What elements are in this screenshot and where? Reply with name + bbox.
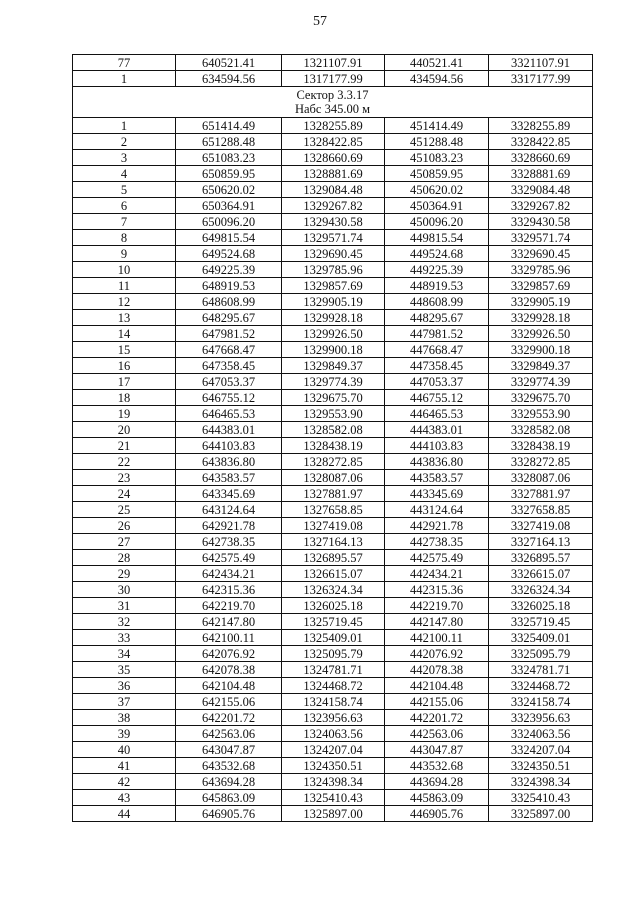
point-number-cell: 23 (73, 470, 176, 486)
table-row (73, 630, 593, 646)
table-row (73, 726, 593, 742)
x-coordinate-cell: 642100.11 (176, 630, 282, 646)
point-number-cell: 41 (73, 758, 176, 774)
sector-header-row (73, 87, 593, 118)
x-msk-coordinate-cell: 450364.91 (385, 198, 489, 214)
y-coordinate-cell: 1328881.69 (282, 166, 385, 182)
y-coordinate-cell: 1327658.85 (282, 502, 385, 518)
y-msk-coordinate-cell: 3326895.57 (489, 550, 593, 566)
x-coordinate-cell: 646755.12 (176, 390, 282, 406)
point-number-cell: 16 (73, 358, 176, 374)
table-row (73, 150, 593, 166)
y-msk-coordinate-cell: 3329553.90 (489, 406, 593, 422)
y-msk-coordinate-cell: 3329430.58 (489, 214, 593, 230)
point-number-cell: 18 (73, 390, 176, 406)
y-coordinate-cell: 1317177.99 (282, 71, 385, 87)
x-coordinate-cell: 643345.69 (176, 486, 282, 502)
table-row (73, 198, 593, 214)
point-number-cell: 28 (73, 550, 176, 566)
table-row (73, 310, 593, 326)
y-coordinate-cell: 1329675.70 (282, 390, 385, 406)
x-msk-coordinate-cell: 449524.68 (385, 246, 489, 262)
y-msk-coordinate-cell: 3327164.13 (489, 534, 593, 550)
x-msk-coordinate-cell: 450096.20 (385, 214, 489, 230)
y-coordinate-cell: 1325409.01 (282, 630, 385, 646)
table-row (73, 662, 593, 678)
x-msk-coordinate-cell: 451414.49 (385, 118, 489, 134)
y-coordinate-cell: 1326895.57 (282, 550, 385, 566)
point-number-cell: 30 (73, 582, 176, 598)
x-coordinate-cell: 650620.02 (176, 182, 282, 198)
point-number-cell: 24 (73, 486, 176, 502)
table-row (73, 246, 593, 262)
y-coordinate-cell: 1325095.79 (282, 646, 385, 662)
x-coordinate-cell: 634594.56 (176, 71, 282, 87)
point-number-cell: 37 (73, 694, 176, 710)
y-msk-coordinate-cell: 3326615.07 (489, 566, 593, 582)
point-number-cell: 40 (73, 742, 176, 758)
table-row (73, 470, 593, 486)
y-msk-coordinate-cell: 3325095.79 (489, 646, 593, 662)
y-coordinate-cell: 1329553.90 (282, 406, 385, 422)
table-row (73, 790, 593, 806)
y-msk-coordinate-cell: 3328582.08 (489, 422, 593, 438)
y-msk-coordinate-cell: 3325897.00 (489, 806, 593, 822)
y-msk-coordinate-cell: 3328422.85 (489, 134, 593, 150)
table-row (73, 230, 593, 246)
table-row (73, 774, 593, 790)
point-number-cell: 42 (73, 774, 176, 790)
table-row (73, 262, 593, 278)
y-msk-coordinate-cell: 3325410.43 (489, 790, 593, 806)
point-number-cell: 43 (73, 790, 176, 806)
point-number-cell: 1 (73, 118, 176, 134)
table-row (73, 806, 593, 822)
table-row (73, 182, 593, 198)
x-msk-coordinate-cell: 442434.21 (385, 566, 489, 582)
y-msk-coordinate-cell: 3329785.96 (489, 262, 593, 278)
y-msk-coordinate-cell: 3324063.56 (489, 726, 593, 742)
y-msk-coordinate-cell: 3324398.34 (489, 774, 593, 790)
y-msk-coordinate-cell: 3327419.08 (489, 518, 593, 534)
x-coordinate-cell: 650096.20 (176, 214, 282, 230)
y-coordinate-cell: 1329774.39 (282, 374, 385, 390)
point-number-cell: 11 (73, 278, 176, 294)
x-coordinate-cell: 651288.48 (176, 134, 282, 150)
x-msk-coordinate-cell: 443694.28 (385, 774, 489, 790)
table-row (73, 326, 593, 342)
x-coordinate-cell: 649524.68 (176, 246, 282, 262)
x-coordinate-cell: 642738.35 (176, 534, 282, 550)
x-msk-coordinate-cell: 451288.48 (385, 134, 489, 150)
point-number-cell: 2 (73, 134, 176, 150)
x-coordinate-cell: 642563.06 (176, 726, 282, 742)
sector-header (73, 87, 593, 118)
sector-height-label: Набс 345.00 м (294, 102, 371, 116)
y-msk-coordinate-cell: 3325409.01 (489, 630, 593, 646)
point-number-cell: 17 (73, 374, 176, 390)
x-msk-coordinate-cell: 442738.35 (385, 534, 489, 550)
x-msk-coordinate-cell: 446465.53 (385, 406, 489, 422)
x-msk-coordinate-cell: 443583.57 (385, 470, 489, 486)
y-coordinate-cell: 1329900.18 (282, 342, 385, 358)
x-msk-coordinate-cell: 442563.06 (385, 726, 489, 742)
table-row (73, 582, 593, 598)
y-coordinate-cell: 1324468.72 (282, 678, 385, 694)
x-msk-coordinate-cell: 446755.12 (385, 390, 489, 406)
table-top-rows (73, 55, 593, 87)
point-number-cell: 14 (73, 326, 176, 342)
y-coordinate-cell: 1328087.06 (282, 470, 385, 486)
y-coordinate-cell: 1328438.19 (282, 438, 385, 454)
x-coordinate-cell: 640521.41 (176, 55, 282, 71)
x-msk-coordinate-cell: 447668.47 (385, 342, 489, 358)
point-number-cell: 26 (73, 518, 176, 534)
y-coordinate-cell: 1329267.82 (282, 198, 385, 214)
y-msk-coordinate-cell: 3328087.06 (489, 470, 593, 486)
point-number-cell: 7 (73, 214, 176, 230)
x-coordinate-cell: 643047.87 (176, 742, 282, 758)
point-number-cell: 32 (73, 614, 176, 630)
y-coordinate-cell: 1325410.43 (282, 790, 385, 806)
x-msk-coordinate-cell: 440521.41 (385, 55, 489, 71)
x-msk-coordinate-cell: 443345.69 (385, 486, 489, 502)
y-msk-coordinate-cell: 3329928.18 (489, 310, 593, 326)
point-number-cell: 1 (73, 71, 176, 87)
table-row (73, 742, 593, 758)
table-row (73, 390, 593, 406)
table-row (73, 71, 593, 87)
x-msk-coordinate-cell: 444383.01 (385, 422, 489, 438)
y-msk-coordinate-cell: 3328881.69 (489, 166, 593, 182)
y-coordinate-cell: 1329905.19 (282, 294, 385, 310)
y-coordinate-cell: 1327419.08 (282, 518, 385, 534)
x-coordinate-cell: 650364.91 (176, 198, 282, 214)
y-coordinate-cell: 1323956.63 (282, 710, 385, 726)
point-number-cell: 34 (73, 646, 176, 662)
table-row (73, 438, 593, 454)
x-coordinate-cell: 648608.99 (176, 294, 282, 310)
y-coordinate-cell: 1328422.85 (282, 134, 385, 150)
page-number: 57 (313, 14, 327, 29)
x-msk-coordinate-cell: 448608.99 (385, 294, 489, 310)
table-row (73, 758, 593, 774)
y-coordinate-cell: 1328255.89 (282, 118, 385, 134)
x-coordinate-cell: 642147.80 (176, 614, 282, 630)
point-number-cell: 4 (73, 166, 176, 182)
x-coordinate-cell: 642315.36 (176, 582, 282, 598)
table-row (73, 134, 593, 150)
x-coordinate-cell: 647668.47 (176, 342, 282, 358)
x-msk-coordinate-cell: 442104.48 (385, 678, 489, 694)
y-coordinate-cell: 1325719.45 (282, 614, 385, 630)
x-msk-coordinate-cell: 447358.45 (385, 358, 489, 374)
y-msk-coordinate-cell: 3329900.18 (489, 342, 593, 358)
y-coordinate-cell: 1324207.04 (282, 742, 385, 758)
y-msk-coordinate-cell: 3324781.71 (489, 662, 593, 678)
y-coordinate-cell: 1327164.13 (282, 534, 385, 550)
y-coordinate-cell: 1329690.45 (282, 246, 385, 262)
table-row (73, 294, 593, 310)
y-msk-coordinate-cell: 3329849.37 (489, 358, 593, 374)
point-number-cell: 35 (73, 662, 176, 678)
y-msk-coordinate-cell: 3324350.51 (489, 758, 593, 774)
point-number-cell: 10 (73, 262, 176, 278)
x-coordinate-cell: 650859.95 (176, 166, 282, 182)
x-msk-coordinate-cell: 443836.80 (385, 454, 489, 470)
y-coordinate-cell: 1327881.97 (282, 486, 385, 502)
x-coordinate-cell: 648295.67 (176, 310, 282, 326)
point-number-cell: 5 (73, 182, 176, 198)
x-coordinate-cell: 646465.53 (176, 406, 282, 422)
x-msk-coordinate-cell: 443124.64 (385, 502, 489, 518)
y-coordinate-cell: 1324158.74 (282, 694, 385, 710)
x-msk-coordinate-cell: 442155.06 (385, 694, 489, 710)
x-coordinate-cell: 643583.57 (176, 470, 282, 486)
y-coordinate-cell: 1324350.51 (282, 758, 385, 774)
point-number-cell: 39 (73, 726, 176, 742)
x-coordinate-cell: 642076.92 (176, 646, 282, 662)
y-coordinate-cell: 1325897.00 (282, 806, 385, 822)
y-coordinate-cell: 1328272.85 (282, 454, 385, 470)
point-number-cell: 38 (73, 710, 176, 726)
y-coordinate-cell: 1329849.37 (282, 358, 385, 374)
y-coordinate-cell: 1329084.48 (282, 182, 385, 198)
x-msk-coordinate-cell: 444103.83 (385, 438, 489, 454)
y-msk-coordinate-cell: 3327881.97 (489, 486, 593, 502)
x-coordinate-cell: 651083.23 (176, 150, 282, 166)
x-coordinate-cell: 643124.64 (176, 502, 282, 518)
y-msk-coordinate-cell: 3329774.39 (489, 374, 593, 390)
y-msk-coordinate-cell: 3317177.99 (489, 71, 593, 87)
x-coordinate-cell: 647358.45 (176, 358, 282, 374)
point-number-cell: 25 (73, 502, 176, 518)
point-number-cell: 13 (73, 310, 176, 326)
x-msk-coordinate-cell: 447053.37 (385, 374, 489, 390)
x-msk-coordinate-cell: 443532.68 (385, 758, 489, 774)
y-coordinate-cell: 1329857.69 (282, 278, 385, 294)
point-number-cell: 36 (73, 678, 176, 694)
x-msk-coordinate-cell: 442078.38 (385, 662, 489, 678)
table-row (73, 422, 593, 438)
y-coordinate-cell: 1324398.34 (282, 774, 385, 790)
table-row (73, 566, 593, 582)
point-number-cell: 31 (73, 598, 176, 614)
table-row (73, 358, 593, 374)
table-row (73, 534, 593, 550)
y-coordinate-cell: 1329571.74 (282, 230, 385, 246)
x-coordinate-cell: 642219.70 (176, 598, 282, 614)
table-row (73, 518, 593, 534)
table-row (73, 646, 593, 662)
point-number-cell: 6 (73, 198, 176, 214)
y-msk-coordinate-cell: 3324207.04 (489, 742, 593, 758)
y-msk-coordinate-cell: 3329267.82 (489, 198, 593, 214)
x-coordinate-cell: 643836.80 (176, 454, 282, 470)
y-msk-coordinate-cell: 3329675.70 (489, 390, 593, 406)
table-row (73, 118, 593, 134)
table-row (73, 55, 593, 71)
y-coordinate-cell: 1324781.71 (282, 662, 385, 678)
x-msk-coordinate-cell: 442921.78 (385, 518, 489, 534)
x-msk-coordinate-cell: 442147.80 (385, 614, 489, 630)
y-msk-coordinate-cell: 3329084.48 (489, 182, 593, 198)
table-row (73, 278, 593, 294)
x-msk-coordinate-cell: 446905.76 (385, 806, 489, 822)
y-msk-coordinate-cell: 3323956.63 (489, 710, 593, 726)
x-coordinate-cell: 651414.49 (176, 118, 282, 134)
point-number-cell: 12 (73, 294, 176, 310)
x-msk-coordinate-cell: 442076.92 (385, 646, 489, 662)
x-coordinate-cell: 645863.09 (176, 790, 282, 806)
point-number-cell: 27 (73, 534, 176, 550)
x-msk-coordinate-cell: 448295.67 (385, 310, 489, 326)
y-msk-coordinate-cell: 3328660.69 (489, 150, 593, 166)
x-coordinate-cell: 649225.39 (176, 262, 282, 278)
x-msk-coordinate-cell: 442575.49 (385, 550, 489, 566)
point-number-cell: 9 (73, 246, 176, 262)
point-number-cell: 33 (73, 630, 176, 646)
x-msk-coordinate-cell: 434594.56 (385, 71, 489, 87)
y-coordinate-cell: 1328582.08 (282, 422, 385, 438)
x-coordinate-cell: 647981.52 (176, 326, 282, 342)
table-sector-rows (73, 118, 593, 822)
point-number-cell: 29 (73, 566, 176, 582)
x-coordinate-cell: 642434.21 (176, 566, 282, 582)
table-row (73, 166, 593, 182)
x-msk-coordinate-cell: 448919.53 (385, 278, 489, 294)
x-msk-coordinate-cell: 450620.02 (385, 182, 489, 198)
y-msk-coordinate-cell: 3329905.19 (489, 294, 593, 310)
x-msk-coordinate-cell: 447981.52 (385, 326, 489, 342)
x-coordinate-cell: 642201.72 (176, 710, 282, 726)
y-msk-coordinate-cell: 3324468.72 (489, 678, 593, 694)
x-coordinate-cell: 647053.37 (176, 374, 282, 390)
y-msk-coordinate-cell: 3329926.50 (489, 326, 593, 342)
x-msk-coordinate-cell: 442219.70 (385, 598, 489, 614)
x-coordinate-cell: 646905.76 (176, 806, 282, 822)
y-msk-coordinate-cell: 3326025.18 (489, 598, 593, 614)
table-row (73, 502, 593, 518)
y-msk-coordinate-cell: 3326324.34 (489, 582, 593, 598)
point-number-cell: 19 (73, 406, 176, 422)
x-msk-coordinate-cell: 445863.09 (385, 790, 489, 806)
y-msk-coordinate-cell: 3328272.85 (489, 454, 593, 470)
table-row (73, 374, 593, 390)
x-coordinate-cell: 642155.06 (176, 694, 282, 710)
table-row (73, 214, 593, 230)
point-number-cell: 77 (73, 55, 176, 71)
table-row (73, 454, 593, 470)
table-row (73, 614, 593, 630)
y-coordinate-cell: 1321107.91 (282, 55, 385, 71)
y-coordinate-cell: 1329785.96 (282, 262, 385, 278)
y-msk-coordinate-cell: 3328438.19 (489, 438, 593, 454)
y-coordinate-cell: 1328660.69 (282, 150, 385, 166)
x-coordinate-cell: 642104.48 (176, 678, 282, 694)
point-number-cell: 22 (73, 454, 176, 470)
x-coordinate-cell: 644383.01 (176, 422, 282, 438)
x-coordinate-cell: 642078.38 (176, 662, 282, 678)
y-coordinate-cell: 1326615.07 (282, 566, 385, 582)
x-coordinate-cell: 643532.68 (176, 758, 282, 774)
point-number-cell: 3 (73, 150, 176, 166)
x-coordinate-cell: 642921.78 (176, 518, 282, 534)
x-coordinate-cell: 644103.83 (176, 438, 282, 454)
point-number-cell: 20 (73, 422, 176, 438)
table-row (73, 694, 593, 710)
y-coordinate-cell: 1329430.58 (282, 214, 385, 230)
coordinates-table (72, 54, 593, 822)
point-number-cell: 15 (73, 342, 176, 358)
point-number-cell: 44 (73, 806, 176, 822)
x-coordinate-cell: 643694.28 (176, 774, 282, 790)
x-msk-coordinate-cell: 450859.95 (385, 166, 489, 182)
y-coordinate-cell: 1326324.34 (282, 582, 385, 598)
y-msk-coordinate-cell: 3325719.45 (489, 614, 593, 630)
y-coordinate-cell: 1329926.50 (282, 326, 385, 342)
y-coordinate-cell: 1324063.56 (282, 726, 385, 742)
y-coordinate-cell: 1326025.18 (282, 598, 385, 614)
y-msk-coordinate-cell: 3329857.69 (489, 278, 593, 294)
x-msk-coordinate-cell: 443047.87 (385, 742, 489, 758)
x-msk-coordinate-cell: 449815.54 (385, 230, 489, 246)
x-msk-coordinate-cell: 442315.36 (385, 582, 489, 598)
table-row (73, 342, 593, 358)
x-coordinate-cell: 642575.49 (176, 550, 282, 566)
y-msk-coordinate-cell: 3324158.74 (489, 694, 593, 710)
x-coordinate-cell: 648919.53 (176, 278, 282, 294)
point-number-cell: 21 (73, 438, 176, 454)
x-coordinate-cell: 649815.54 (176, 230, 282, 246)
sector-title: Сектор 3.3.17 (296, 88, 369, 102)
table-row (73, 486, 593, 502)
y-msk-coordinate-cell: 3328255.89 (489, 118, 593, 134)
x-msk-coordinate-cell: 451083.23 (385, 150, 489, 166)
point-number-cell: 8 (73, 230, 176, 246)
y-coordinate-cell: 1329928.18 (282, 310, 385, 326)
y-msk-coordinate-cell: 3321107.91 (489, 55, 593, 71)
table-row (73, 710, 593, 726)
y-msk-coordinate-cell: 3327658.85 (489, 502, 593, 518)
x-msk-coordinate-cell: 442100.11 (385, 630, 489, 646)
y-msk-coordinate-cell: 3329571.74 (489, 230, 593, 246)
table-row (73, 678, 593, 694)
y-msk-coordinate-cell: 3329690.45 (489, 246, 593, 262)
table-row (73, 598, 593, 614)
x-msk-coordinate-cell: 442201.72 (385, 710, 489, 726)
sector-header-cell (73, 87, 593, 118)
table-row (73, 406, 593, 422)
table-row (73, 550, 593, 566)
x-msk-coordinate-cell: 449225.39 (385, 262, 489, 278)
